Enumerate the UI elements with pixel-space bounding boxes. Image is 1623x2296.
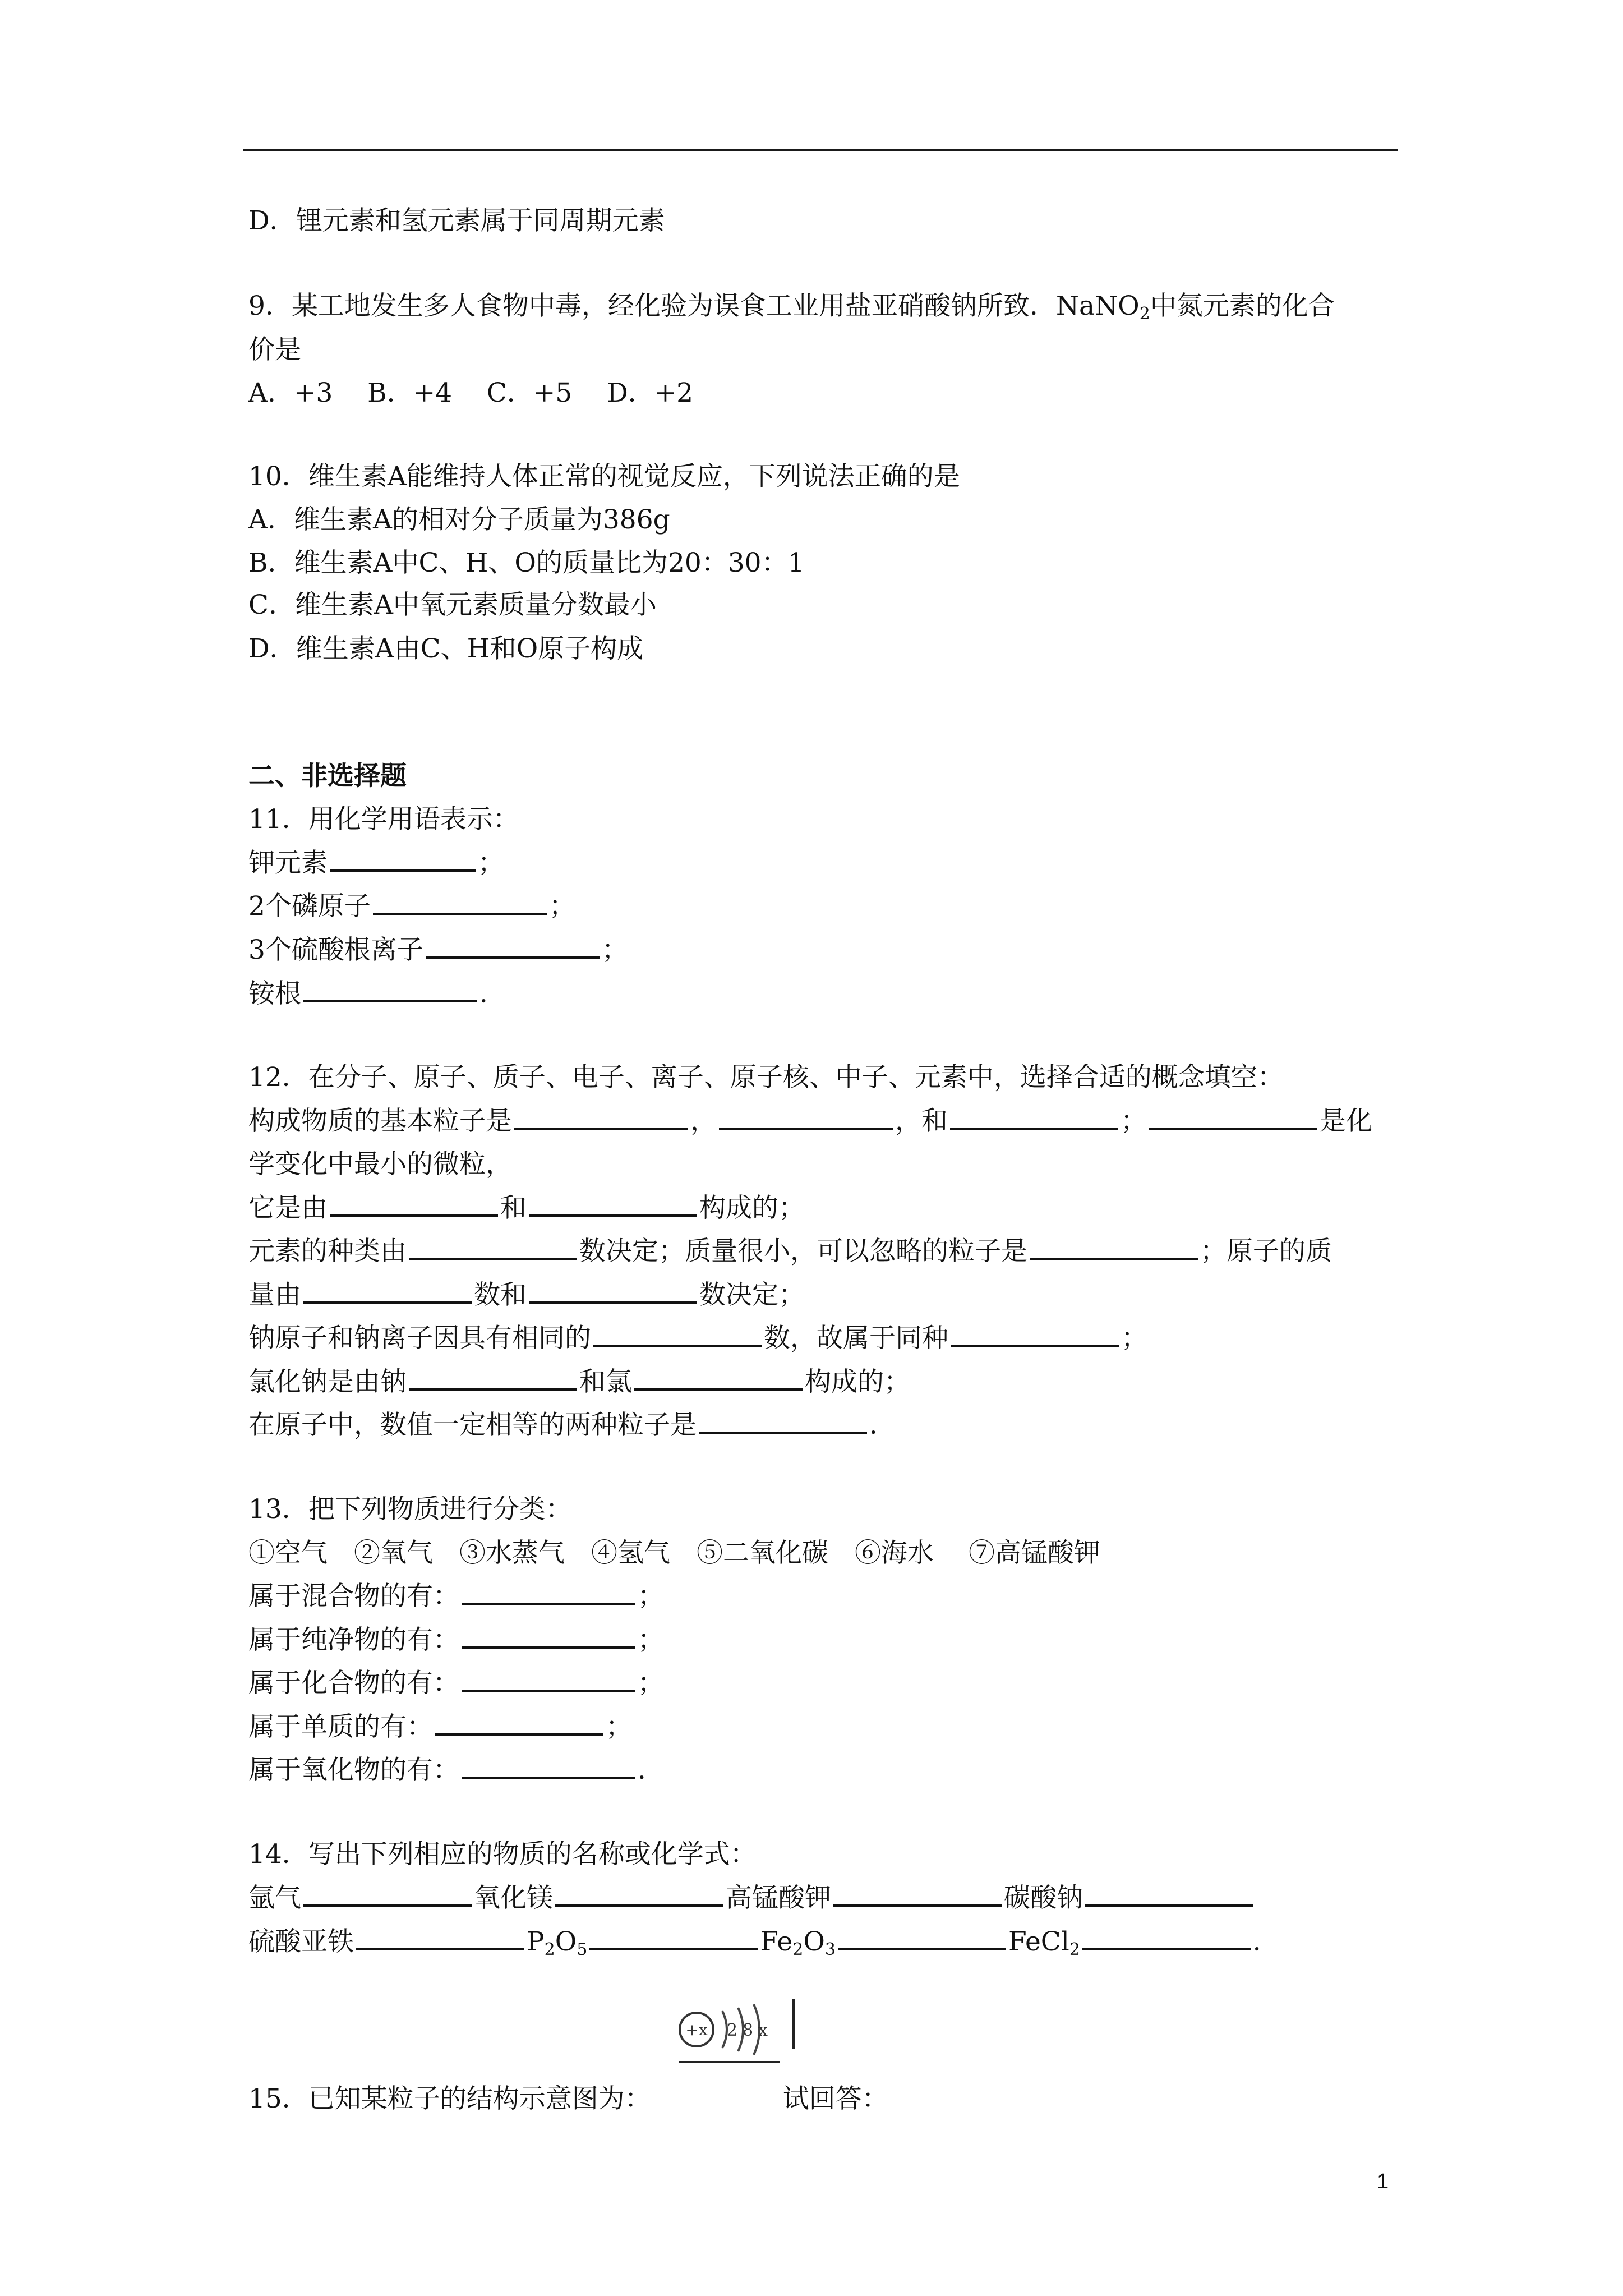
answer-blank[interactable]: [589, 1929, 758, 1950]
answer-blank[interactable]: [435, 1714, 603, 1736]
q13-line-c: 属于化合物的有： ；: [248, 1668, 664, 1699]
q13-list: ①空气 ②氧气 ③水蒸气 ④氢气 ⑤二氧化碳 ⑥海水 ⑦高锰酸钾: [248, 1538, 1100, 1568]
answer-blank[interactable]: [699, 1412, 867, 1434]
q11-line-c: 3个硫酸根离子 ；: [248, 935, 628, 965]
answer-blank[interactable]: [330, 850, 476, 872]
answer-blank[interactable]: [833, 1885, 1002, 1907]
q10-option-d: D．维生素A由C、H和O原子构成: [248, 633, 644, 664]
answer-blank[interactable]: [950, 1108, 1118, 1130]
q11-line-a: 钾元素 ；: [248, 848, 504, 878]
q9-options: A．+3 B．+4 C．+5 D．+2: [248, 378, 694, 408]
answer-blank[interactable]: [409, 1239, 577, 1260]
answer-blank[interactable]: [514, 1108, 688, 1130]
q12-line-c: 元素的种类由 数决定；质量很小，可以忽略的粒子是 ；原子的质: [248, 1236, 1332, 1267]
q9-stem: 9．某工地发生多人食物中毒，经化验为误食工业用盐亚硝酸钠所致．NaNO$_2$中氮元素的化合: [248, 291, 1335, 324]
answer-blank[interactable]: [426, 937, 600, 959]
page-number: 1: [1377, 2170, 1389, 2193]
header-rule: [243, 149, 1398, 151]
q12-line-a-cont: 学变化中最小的微粒，: [248, 1149, 512, 1180]
answer-blank[interactable]: [462, 1584, 635, 1605]
answer-blank[interactable]: [1149, 1108, 1317, 1130]
shell-2-count: 8: [743, 2021, 754, 2040]
q12-line-b: 它是由 和 构成的；: [248, 1193, 805, 1223]
answer-blank[interactable]: [529, 1282, 697, 1304]
answer-blank[interactable]: [593, 1326, 762, 1347]
answer-blank[interactable]: [303, 1282, 472, 1304]
answer-blank[interactable]: [330, 1195, 498, 1217]
q14-line-a: 氩气 氧化镁 高锰酸钾 碳酸钠: [248, 1885, 1256, 1911]
q12-stem: 12．在分子、原子、质子、电子、离子、原子核、中子、元素中，选择合适的概念填空：: [248, 1062, 1284, 1093]
answer-blank[interactable]: [373, 894, 547, 915]
answer-blank[interactable]: [719, 1108, 893, 1130]
answer-blank[interactable]: [838, 1929, 1006, 1950]
shell-1-count: 2: [727, 2021, 738, 2040]
answer-blank[interactable]: [462, 1757, 635, 1779]
answer-blank[interactable]: [303, 1885, 472, 1907]
answer-blank[interactable]: [1082, 1929, 1251, 1950]
q11-line-b: 2个磷原子 ；: [248, 891, 575, 922]
atom-structure-diagram: [673, 1999, 802, 2063]
q10-option-a: A．维生素A的相对分子质量为386g: [248, 504, 670, 535]
q12-line-d: 量由 数和 数决定；: [248, 1280, 805, 1310]
answer-blank[interactable]: [303, 981, 477, 1002]
q11-line-d: 铵根 ．: [248, 978, 506, 1009]
answer-blank[interactable]: [462, 1627, 635, 1649]
section-heading: 二、非选择题: [248, 761, 407, 792]
answer-blank[interactable]: [951, 1326, 1119, 1347]
answer-blank[interactable]: [462, 1671, 635, 1692]
q8-option-d: D．锂元素和氢元素属于同周期元素: [248, 205, 665, 236]
electron-shell-1: [722, 2011, 727, 2048]
shell-3-count: x: [758, 2021, 768, 2040]
q14-stem: 14．写出下列相应的物质的名称或化学式：: [248, 1839, 757, 1870]
answer-blank[interactable]: [356, 1929, 524, 1950]
q10-stem: 10．维生素A能维持人体正常的视觉反应，下列说法正确的是: [248, 461, 960, 492]
q10-option-c: C．维生素A中氧元素质量分数最小: [248, 590, 657, 620]
answer-blank[interactable]: [409, 1369, 577, 1391]
q13-stem: 13．把下列物质进行分类：: [248, 1494, 572, 1525]
q12-line-g: 在原子中，数值一定相等的两种粒子是 ．: [248, 1410, 896, 1441]
q11-stem: 11．用化学用语表示：: [248, 804, 519, 835]
q12-line-e: 钠原子和钠离子因具有相同的 数，故属于同种 ；: [248, 1323, 1147, 1354]
answer-blank[interactable]: [529, 1195, 697, 1217]
answer-blank[interactable]: [1085, 1885, 1253, 1907]
nucleus-charge: +x: [685, 2021, 708, 2039]
q13-line-a: 属于混合物的有： ；: [248, 1581, 664, 1612]
q13-line-b: 属于纯净物的有： ；: [248, 1625, 664, 1655]
q13-line-e: 属于氧化物的有： ．: [248, 1755, 664, 1786]
answer-blank[interactable]: [634, 1369, 803, 1391]
q12-line-a: 构成物质的基本粒子是 ， ，和 ； 是化: [248, 1106, 1372, 1137]
q9-stem-cont: 价是: [248, 334, 301, 365]
q15-stem: 15．已知某粒子的结构示意图为： 试回答：: [248, 2083, 888, 2114]
q13-line-d: 属于单质的有： ；: [248, 1711, 632, 1742]
answer-blank[interactable]: [555, 1885, 723, 1907]
q12-line-f: 氯化钠是由钠 和氯 构成的；: [248, 1366, 910, 1397]
answer-blank[interactable]: [1030, 1239, 1198, 1260]
q10-option-b: B．维生素A中C、H、O的质量比为20：30：1: [248, 547, 805, 578]
q14-line-b: 硫酸亚铁 $P_2O_5$ $Fe_2O_3$ FeCl$_2$ ．: [248, 1926, 1279, 1959]
